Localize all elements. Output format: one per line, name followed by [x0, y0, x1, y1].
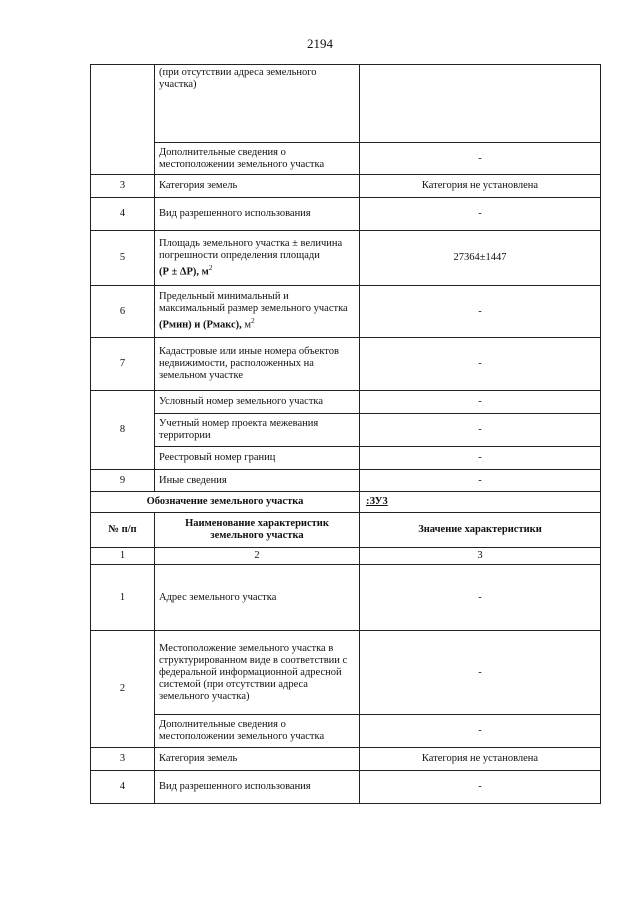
table-row [91, 748, 601, 771]
size-limits-text: Предельный минимальный и максимальный размер земельного участка [159, 291, 348, 315]
table-row [91, 447, 601, 470]
land-category-label: Категория земель [155, 748, 360, 771]
permitted-use-value: - [360, 771, 601, 804]
row-number: 6 [91, 286, 155, 338]
table-row [91, 565, 601, 631]
column-index-row [91, 548, 601, 565]
registry-number-label: Реестровый номер границ [155, 447, 360, 470]
row-number: 7 [91, 338, 155, 391]
permitted-use-label: Вид разрешенного использования [155, 771, 360, 804]
table-row [91, 65, 601, 143]
header-characteristic-value: Значение характеристики [360, 513, 601, 548]
size-limits-unit: м [241, 319, 252, 331]
registry-number-value: - [360, 447, 601, 470]
designation-label: Обозначение земельного участка [91, 492, 360, 513]
land-category-value: Категория не установлена [360, 175, 601, 198]
header-number: № п/п [91, 513, 155, 548]
table-header-row [91, 513, 601, 548]
table-row [91, 414, 601, 447]
table-row [91, 470, 601, 492]
row-number: 3 [91, 175, 155, 198]
cadastral-numbers-value: - [360, 338, 601, 391]
conditional-number-label: Условный номер земельного участка [155, 391, 360, 414]
row-number: 8 [91, 391, 155, 470]
table-row [91, 231, 601, 286]
other-info-label: Иные сведения [155, 470, 360, 492]
table-row [91, 286, 601, 338]
survey-project-number-label: Учетный номер проекта межевания территории [155, 414, 360, 447]
area-label-text: Площадь земельного участка ± величина погрешности определения площади [159, 237, 343, 261]
table-row [91, 631, 601, 715]
area-value: 27364±1447 [360, 231, 601, 286]
table-row [91, 198, 601, 231]
area-label-sup: 2 [208, 263, 213, 272]
column-index: 2 [155, 548, 360, 565]
additional-info-value: - [360, 143, 601, 175]
table-row [91, 391, 601, 414]
table-row [91, 338, 601, 391]
size-limits-formula: (Рмин) и (Рмакс), [159, 319, 242, 331]
table-row [91, 175, 601, 198]
page-number: 2194 [307, 36, 333, 51]
header-characteristic-name: Наименование характеристик земельного участка [155, 513, 360, 548]
land-category-label: Категория земель [155, 175, 360, 198]
location-continuation-value [360, 65, 601, 143]
row-number: 5 [91, 231, 155, 286]
column-index: 3 [360, 548, 601, 565]
additional-info-label: Дополнительные сведения о местоположении земельного участка [155, 143, 360, 175]
row-number: 4 [91, 771, 155, 804]
address-label: Адрес земельного участка [155, 565, 360, 631]
size-limits-label [155, 286, 360, 338]
survey-project-number-value: - [360, 414, 601, 447]
table-row [91, 492, 601, 513]
row-number: 9 [91, 470, 155, 492]
conditional-number-value: - [360, 391, 601, 414]
table-row [91, 715, 601, 748]
size-limits-value: - [360, 286, 601, 338]
additional-info-value: - [360, 715, 601, 748]
row-number: 4 [91, 198, 155, 231]
area-label [155, 231, 360, 286]
row-number: 1 [91, 565, 155, 631]
permitted-use-label: Вид разрешенного использования [155, 198, 360, 231]
location-continuation-label: (при отсутствии адреса земельного участка) [155, 65, 360, 143]
structured-location-label: Местоположение земельного участка в структурированном виде в соответствии с федеральной информационной адресной системой (при отсутствии адреса земельного участка) [155, 631, 360, 715]
additional-info-label: Дополнительные сведения о местоположении земельного участка [155, 715, 360, 748]
area-label-formula: (Р ± ΔР), м [159, 266, 209, 278]
address-value: - [360, 565, 601, 631]
table-row [91, 771, 601, 804]
permitted-use-value: - [360, 198, 601, 231]
size-limits-sup: 2 [251, 317, 255, 326]
column-index: 1 [91, 548, 155, 565]
land-plot-table [90, 64, 601, 804]
table-row [91, 143, 601, 175]
row-number: 3 [91, 748, 155, 771]
other-info-value: - [360, 470, 601, 492]
structured-location-value: - [360, 631, 601, 715]
land-category-value: Категория не установлена [360, 748, 601, 771]
designation-value: :ЗУ3 [360, 492, 601, 513]
row-number: 2 [91, 631, 155, 748]
cadastral-numbers-label: Кадастровые или иные номера объектов недвижимости, расположенных на земельном участке [155, 338, 360, 391]
